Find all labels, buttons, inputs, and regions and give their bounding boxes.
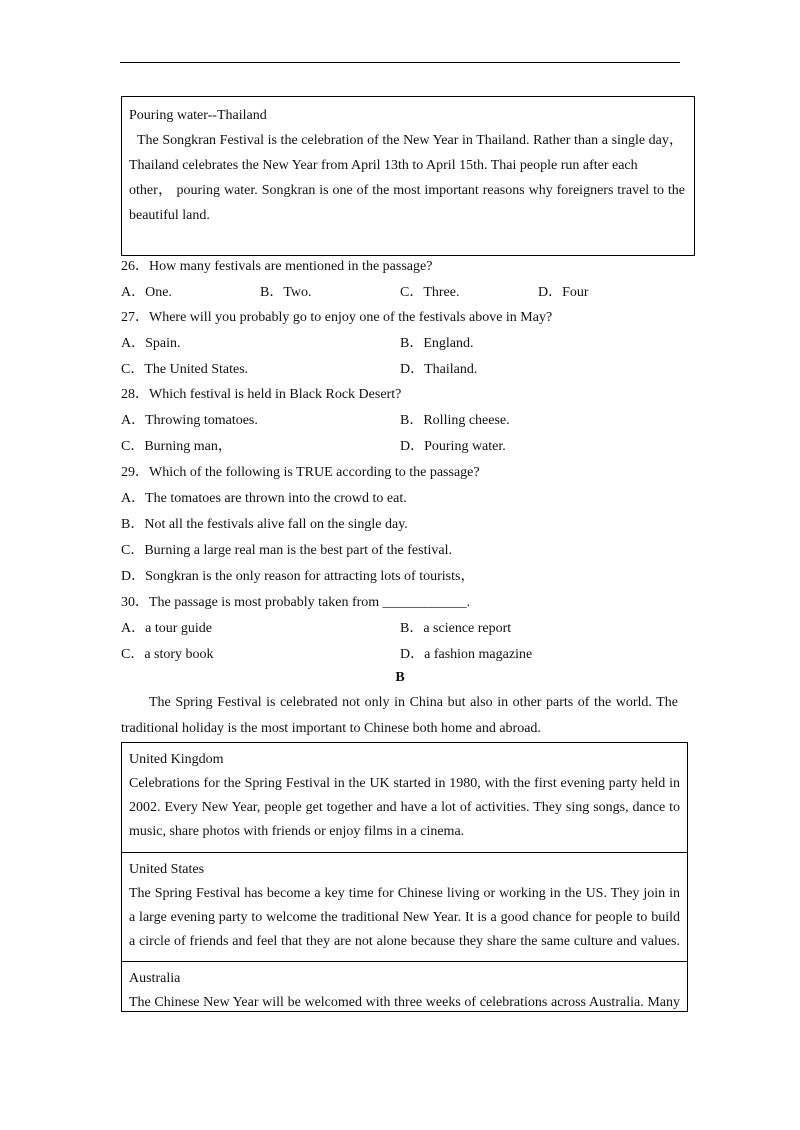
row-text-line: music, share photos with friends or enjoy films in a cinema. [129, 824, 465, 839]
question-27-option-d[interactable]: D．Thailand. [400, 362, 478, 377]
row-text-line: The Spring Festival has become a key time for Chinese living or working in the US. They join in [129, 886, 680, 901]
box-text-line: other， pouring water. Songkran is one of the most important reasons why foreigners travel to the [129, 183, 685, 198]
question-26-option-d[interactable]: D．Four [538, 285, 589, 300]
question-26-stem: 26．How many festivals are mentioned in the passage? [121, 259, 433, 274]
question-27-stem: 27．Where will you probably go to enjoy one of the festivals above in May? [121, 310, 553, 325]
question-28-option-d[interactable]: D．Pouring water. [400, 439, 506, 454]
passage-a-box [121, 96, 695, 256]
row-title: United Kingdom [129, 752, 224, 767]
section-b-heading: B [395, 670, 405, 685]
box-text-line: Thailand celebrates the New Year from April 13th to April 15th. Thai people run after each [129, 158, 638, 173]
box-title: Pouring water--Thailand [129, 108, 267, 123]
question-30-option-b[interactable]: B．a science report [400, 621, 512, 636]
question-30-option-d[interactable]: D．a fashion magazine [400, 647, 533, 662]
row-text-line: 2002. Every New Year, people get together and have a lot of activities. They sing songs, dance to [129, 800, 680, 815]
intro-line: The Spring Festival is celebrated not only in China but also in other parts of the world. The [149, 695, 678, 710]
question-28-option-a[interactable]: A．Throwing tomatoes. [121, 413, 258, 428]
question-29-option-d[interactable]: D．Songkran is the only reason for attracting lots of tourists， [121, 569, 475, 584]
box-text-line: The Songkran Festival is the celebration of the New Year in Thailand. Rather than a single day， [137, 133, 683, 148]
section-b-intro [121, 690, 678, 742]
question-27-option-c[interactable]: C．The United States. [121, 362, 249, 377]
question-28-stem: 28．Which festival is held in Black Rock Desert? [121, 387, 402, 402]
question-27-option-b[interactable]: B．England. [400, 336, 474, 351]
question-29-option-c[interactable]: C．Burning a large real man is the best part of the festival. [121, 543, 452, 558]
question-27-option-a[interactable]: A．Spain. [121, 336, 181, 351]
question-30-stem: 30．The passage is most probably taken from ____________. [121, 595, 471, 610]
header-rule [120, 62, 680, 63]
question-28-option-c[interactable]: C．Burning man， [121, 439, 232, 454]
question-30-option-c[interactable]: C．a story book [121, 647, 214, 662]
row-title: Australia [129, 971, 181, 986]
question-26-option-c[interactable]: C．Three. [400, 285, 460, 300]
table-row-united-kingdom [122, 743, 687, 853]
row-text-line: Celebrations for the Spring Festival in the UK started in 1980, with the first evening party held in [129, 776, 680, 791]
question-29-stem: 29．Which of the following is TRUE according to the passage? [121, 465, 480, 480]
question-26-option-a[interactable]: A．One. [121, 285, 172, 300]
question-29-option-b[interactable]: B．Not all the festivals alive fall on the single day. [121, 517, 408, 532]
table-row-united-states [122, 853, 687, 962]
table-row-australia [122, 962, 687, 1011]
countries-table [121, 742, 688, 1012]
question-26-option-b[interactable]: B．Two. [260, 285, 312, 300]
question-30-option-a[interactable]: A．a tour guide [121, 621, 212, 636]
row-text-line: a large evening party to welcome the traditional New Year. It is a good chance for people to build [129, 910, 680, 925]
question-28-option-b[interactable]: B．Rolling cheese. [400, 413, 510, 428]
row-title: United States [129, 862, 205, 877]
intro-line: traditional holiday is the most important to Chinese both home and abroad. [121, 721, 541, 736]
question-29-option-a[interactable]: A．The tomatoes are thrown into the crowd to eat. [121, 491, 407, 506]
box-text-line: beautiful land. [129, 208, 210, 223]
row-text-line: a circle of friends and feel that they are not alone because they share the same culture and values. [129, 934, 680, 949]
row-text-line: The Chinese New Year will be welcomed with three weeks of celebrations across Australia. Many [129, 995, 680, 1010]
